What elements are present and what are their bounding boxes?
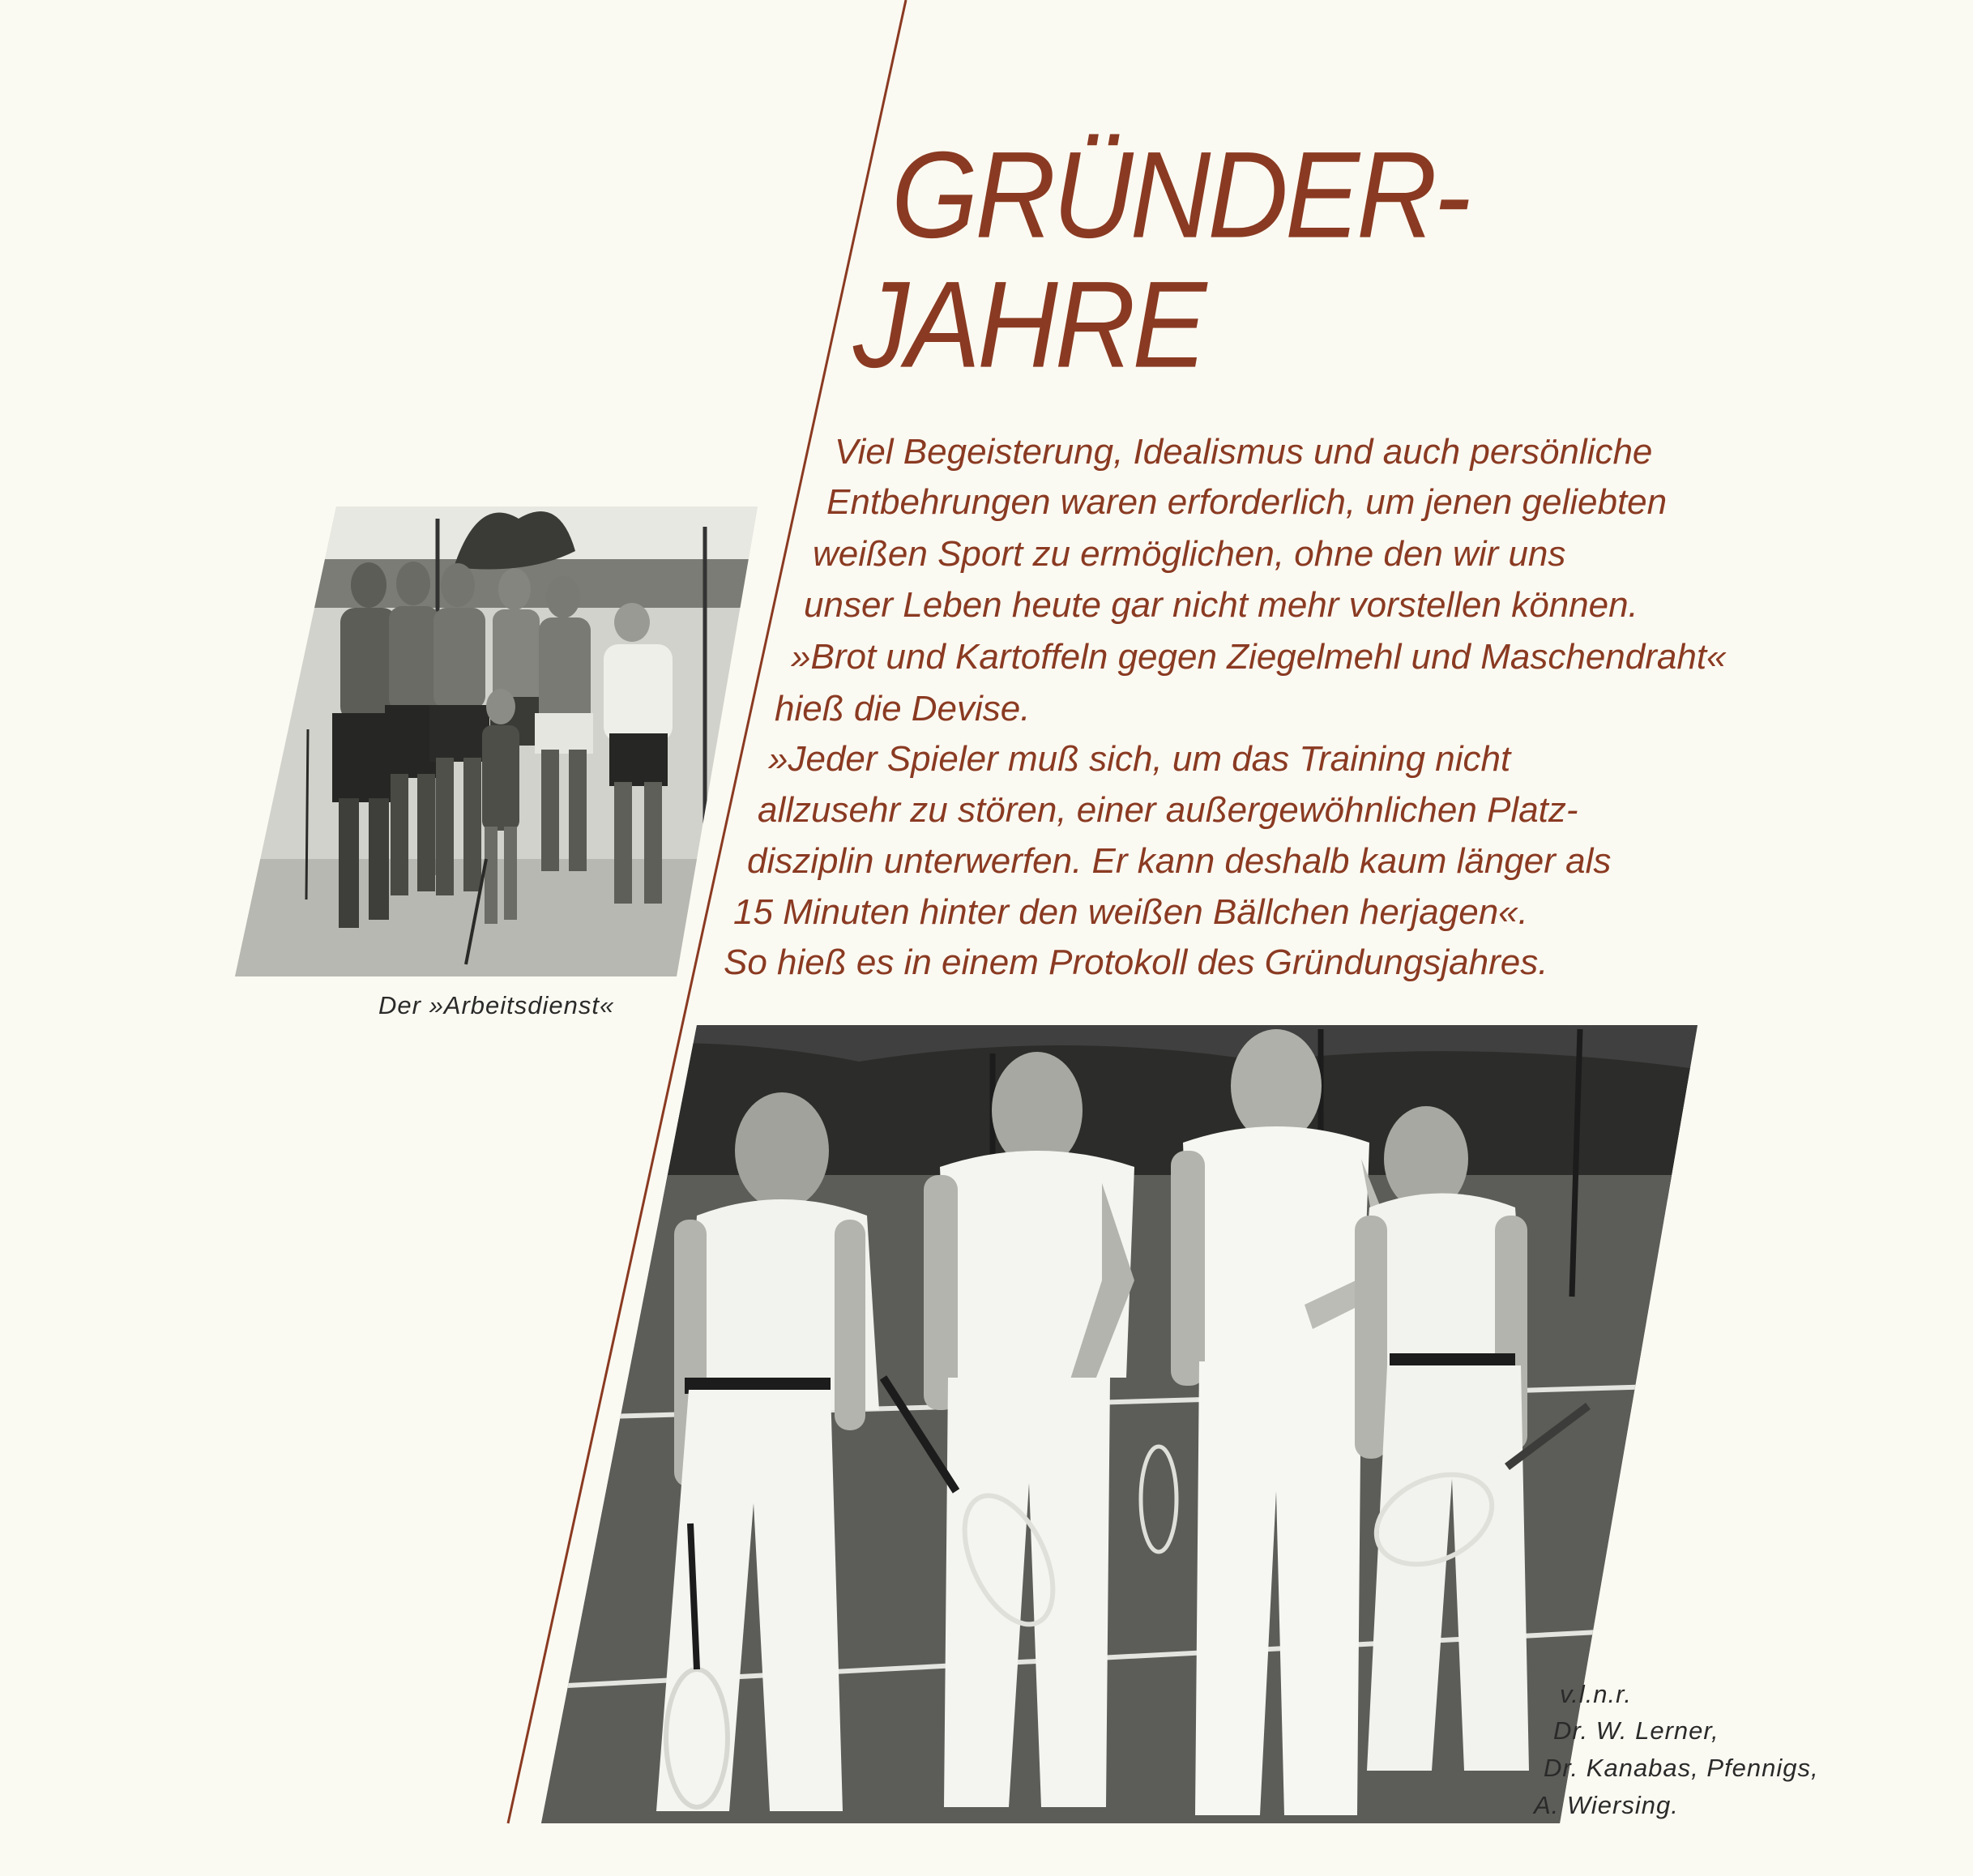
body-line: »Jeder Spieler muß sich, um das Training nicht (768, 739, 1511, 779)
body-line: disziplin unterwerfen. Er kann deshalb kaum länger als (747, 841, 1612, 881)
body-line: unser Leben heute gar nicht mehr vorstellen können. (804, 585, 1638, 625)
caption-line: Dr. Kanabas, Pfennigs, (1544, 1754, 1819, 1782)
body-line: weißen Sport zu ermöglichen, ohne den wir uns (813, 534, 1566, 574)
body-line: So hieß es in einem Protokoll des Gründungsjahres. (724, 942, 1548, 982)
headline-line-2: JAHRE (853, 256, 1204, 394)
body-line: Entbehrungen waren erforderlich, um jenen geliebten (826, 482, 1668, 522)
caption-line: Dr. W. Lerner, (1553, 1716, 1719, 1745)
caption-line: v.l.n.r. (1560, 1680, 1632, 1708)
headline-line-1: GRÜNDER- (891, 126, 1468, 264)
work-crew-caption: Der »Arbeitsdienst« (378, 991, 615, 1019)
body-line: 15 Minuten hinter den weißen Bällchen herjagen«. (733, 892, 1528, 932)
body-line: Viel Begeisterung, Idealismus und auch persönliche (835, 432, 1653, 472)
caption-line: A. Wiersing. (1534, 1791, 1679, 1819)
body-line: hieß die Devise. (775, 689, 1031, 729)
body-line: »Brot und Kartoffeln gegen Ziegelmehl und Maschendraht« (791, 637, 1727, 677)
body-line: allzusehr zu stören, einer außergewöhnlichen Platz- (758, 790, 1578, 830)
